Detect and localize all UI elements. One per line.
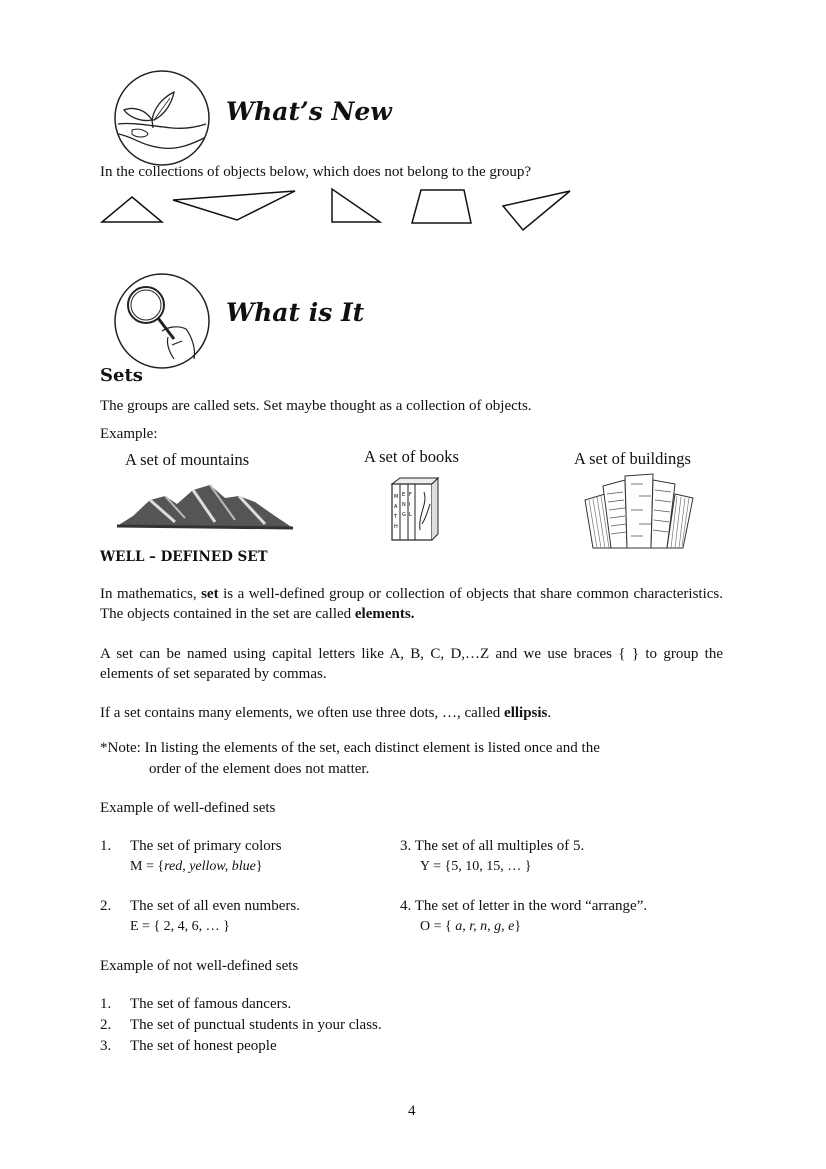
naming-paragraph: A set can be named using capital letters like A, B, C, D,…Z and we use braces { } to group the elements of set separated by commas. <box>100 646 723 682</box>
not-well-defined-item-2 <box>100 1015 382 1035</box>
not-well-defined-item-1 <box>100 994 291 1014</box>
svg-text:L: L <box>409 512 412 518</box>
item-text: The set of primary colors <box>130 838 282 854</box>
set-brace: } <box>255 859 263 874</box>
caption-mountains: A set of mountains <box>125 450 250 469</box>
set-notation-y <box>420 857 531 877</box>
svg-text:F: F <box>409 492 412 498</box>
item-text: The set of punctual students in your class. <box>130 1017 382 1033</box>
item-text: The set of all multiples of 5. <box>414 838 585 854</box>
item-number: 1. <box>100 838 112 854</box>
well-defined-examples-label: Example of well-defined sets <box>100 800 276 816</box>
buildings-icon <box>583 472 695 556</box>
example-item-3 <box>400 836 584 856</box>
set-brace: } <box>219 919 230 934</box>
svg-text:N: N <box>402 502 406 508</box>
term-elements: elements. <box>354 606 415 622</box>
set-brace: } <box>514 919 522 934</box>
sets-heading: Sets <box>100 365 143 386</box>
trapezoid-shape <box>412 190 471 223</box>
section-title-whats-new: What’s New <box>226 97 392 126</box>
svg-text:T: T <box>394 514 398 520</box>
svg-text:E: E <box>402 492 406 498</box>
shapes-row <box>95 186 585 240</box>
item-number: 3. <box>400 838 412 854</box>
item-text: The set of honest people <box>130 1038 277 1054</box>
set-notation-o <box>420 917 521 937</box>
set-notation-e <box>130 917 230 937</box>
item-text: The set of famous dancers. <box>130 996 292 1012</box>
term-set: set <box>201 586 219 602</box>
example-item-1 <box>100 836 282 856</box>
tilted-triangle-shape <box>503 191 570 230</box>
obtuse-triangle-shape <box>173 191 295 220</box>
not-well-defined-item-3 <box>100 1036 277 1056</box>
set-elements: a, r, n, g, e <box>455 919 515 934</box>
svg-text:I: I <box>409 502 411 508</box>
svg-text:A: A <box>394 504 398 510</box>
item-text: The set of letter in the word “arrange”. <box>414 898 648 914</box>
books-icon <box>388 474 440 548</box>
ellipsis-text: . <box>547 705 552 721</box>
term-ellipsis: ellipsis <box>504 705 548 721</box>
set-notation-m <box>130 857 263 877</box>
item-number: 3. <box>100 1038 112 1054</box>
sets-intro: The groups are called sets. Set maybe thought as a collection of objects. <box>100 398 532 414</box>
example-item-2 <box>100 896 300 916</box>
item-text: The set of all even numbers. <box>130 898 300 914</box>
example-label: Example: <box>100 426 158 442</box>
well-defined-heading: WELL – DEFINED SET <box>100 549 268 565</box>
item-number: 2. <box>100 898 112 914</box>
note-line-2: order of the element does not matter. <box>149 761 370 777</box>
right-triangle-shape <box>332 189 380 222</box>
ellipsis-paragraph <box>100 703 551 723</box>
item-number: 1. <box>100 996 112 1012</box>
set-brace: } <box>521 859 532 874</box>
question-text: In the collections of objects below, which does not belong to the group? <box>100 164 532 180</box>
set-name: M = { <box>130 859 165 874</box>
definition-paragraph <box>100 584 723 624</box>
set-elements: red, yellow, blue <box>164 859 256 874</box>
not-well-defined-label: Example of not well-defined sets <box>100 958 299 974</box>
svg-text:H: H <box>394 524 398 530</box>
set-elements: 5, 10, 15, … <box>451 859 522 874</box>
svg-text:M: M <box>394 494 399 500</box>
hand-with-seedling-icon <box>112 68 212 168</box>
set-name: Y = { <box>420 859 452 874</box>
page-number: 4 <box>408 1103 416 1119</box>
svg-text:G: G <box>402 512 406 518</box>
ellipsis-text: If a set contains many elements, we often use three dots, …, called <box>100 705 505 721</box>
item-number: 4. <box>400 898 412 914</box>
mountains-icon <box>115 476 295 536</box>
definition-text: is a well-defined group or collection of objects that share common characteristics. The objects contained in the set are called <box>100 586 723 622</box>
definition-text: In mathematics, <box>100 586 202 602</box>
isosceles-triangle-shape <box>102 197 162 222</box>
magnifying-glass-in-hand-icon <box>112 271 212 371</box>
caption-buildings: A set of buildings <box>574 449 691 468</box>
example-item-4 <box>400 896 647 916</box>
note-line-1: *Note: In listing the elements of the set, each distinct element is listed once and the <box>100 740 600 756</box>
item-number: 2. <box>100 1017 112 1033</box>
set-elements: 2, 4, 6, … <box>163 919 220 934</box>
caption-books: A set of books <box>364 447 459 466</box>
section-title-what-is-it: What is It <box>226 298 365 327</box>
set-name: O = { <box>420 919 456 934</box>
set-name: E = { <box>130 919 164 934</box>
